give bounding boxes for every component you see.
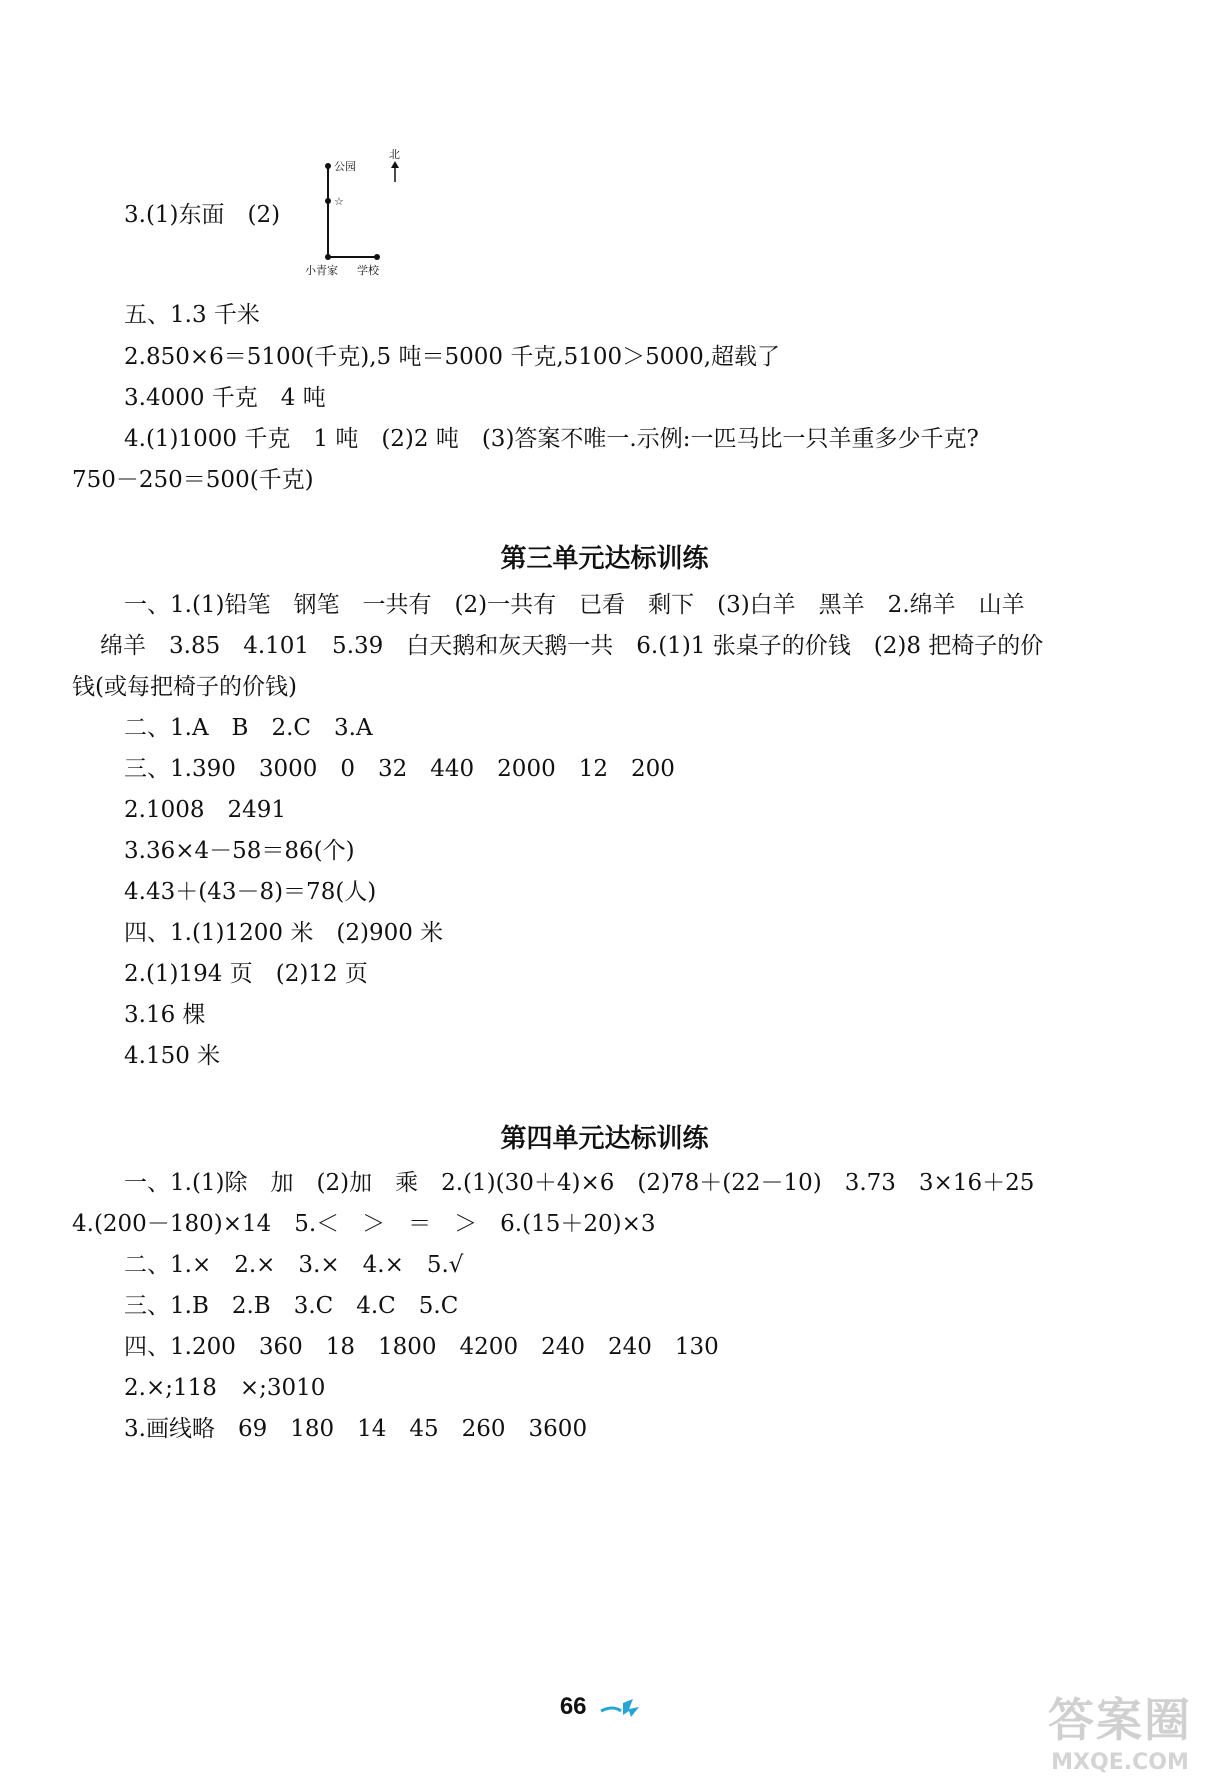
page-number [0, 1693, 1209, 1721]
answer-line: 750－250＝500(千克) [72, 467, 314, 493]
answer-line: 五、1.3 千米 [124, 302, 260, 328]
answer-line: 2.850×6＝5100(千克),5 吨＝5000 千克,5100＞5000,超载了 [124, 344, 781, 370]
north-label: 北 [389, 148, 400, 161]
page-ornament-icon [599, 1695, 649, 1721]
star-label: ☆ [334, 195, 344, 208]
answer-line: 三、1.390 3000 0 32 440 2000 12 200 [124, 756, 675, 782]
answer-line: 3.36×4－58＝86(个) [124, 838, 355, 864]
answer-line-q3: 3.(1)东面 (2) [124, 202, 281, 228]
north-arrow-icon [391, 161, 399, 168]
page-number-text: 66 [559, 1693, 587, 1720]
home-point [325, 254, 331, 260]
answer-line: 二、1.A B 2.C 3.A [124, 715, 373, 741]
answer-line: 4.150 米 [124, 1043, 221, 1069]
answer-line: 2.×;118 ×;3010 [124, 1375, 326, 1401]
answer-line: 4.(1)1000 千克 1 吨 (2)2 吨 (3)答案不唯一.示例:一匹马比一只羊重多少千克? [124, 426, 979, 452]
unit3-title: 第三单元达标训练 [500, 544, 709, 574]
school-point [374, 254, 380, 260]
park-label: 公园 [334, 160, 356, 173]
watermark-logo: 答案圈 MXQE.COM [1048, 1693, 1192, 1775]
answer-line: 3.16 棵 [124, 1002, 206, 1028]
answer-line: 4.43＋(43－8)＝78(人) [124, 879, 377, 905]
answer-line: 3.4000 千克 4 吨 [124, 385, 326, 411]
answer-line: 2.1008 2491 [124, 797, 287, 823]
answer-line: 3.画线略 69 180 14 45 260 3600 [124, 1416, 588, 1442]
answer-line: 钱(或每把椅子的价钱) [72, 674, 297, 700]
answer-line: 二、1.× 2.× 3.× 4.× 5.√ [124, 1252, 464, 1278]
answer-line: 三、1.B 2.B 3.C 4.C 5.C [124, 1293, 459, 1319]
answer-line: 四、1.(1)1200 米 (2)900 米 [124, 920, 444, 946]
direction-diagram [305, 148, 420, 315]
school-label: 学校 [357, 264, 379, 277]
answer-line: 一、1.(1)除 加 (2)加 乘 2.(1)(30＋4)×6 (2)78＋(22－10) 3.73 3×16＋25 [124, 1170, 1035, 1196]
answer-line: 绵羊 3.85 4.101 5.39 白天鹅和灰天鹅一共 6.(1)1 张桌子的价钱 (2)8 把椅子的价 [100, 633, 1044, 659]
answer-line: 2.(1)194 页 (2)12 页 [124, 961, 368, 987]
park-point [325, 163, 331, 169]
unit4-title: 第四单元达标训练 [500, 1124, 709, 1154]
answer-line: 4.(200－180)×14 5.＜ ＞ ＝ ＞ 6.(15＋20)×3 [72, 1211, 656, 1237]
answer-line: 一、1.(1)铅笔 钢笔 一共有 (2)一共有 已看 剩下 (3)白羊 黑羊 2.绵羊 山羊 [124, 592, 1025, 618]
home-label: 小青家 [305, 264, 338, 277]
answer-line: 四、1.200 360 18 1800 4200 240 240 130 [124, 1334, 719, 1360]
